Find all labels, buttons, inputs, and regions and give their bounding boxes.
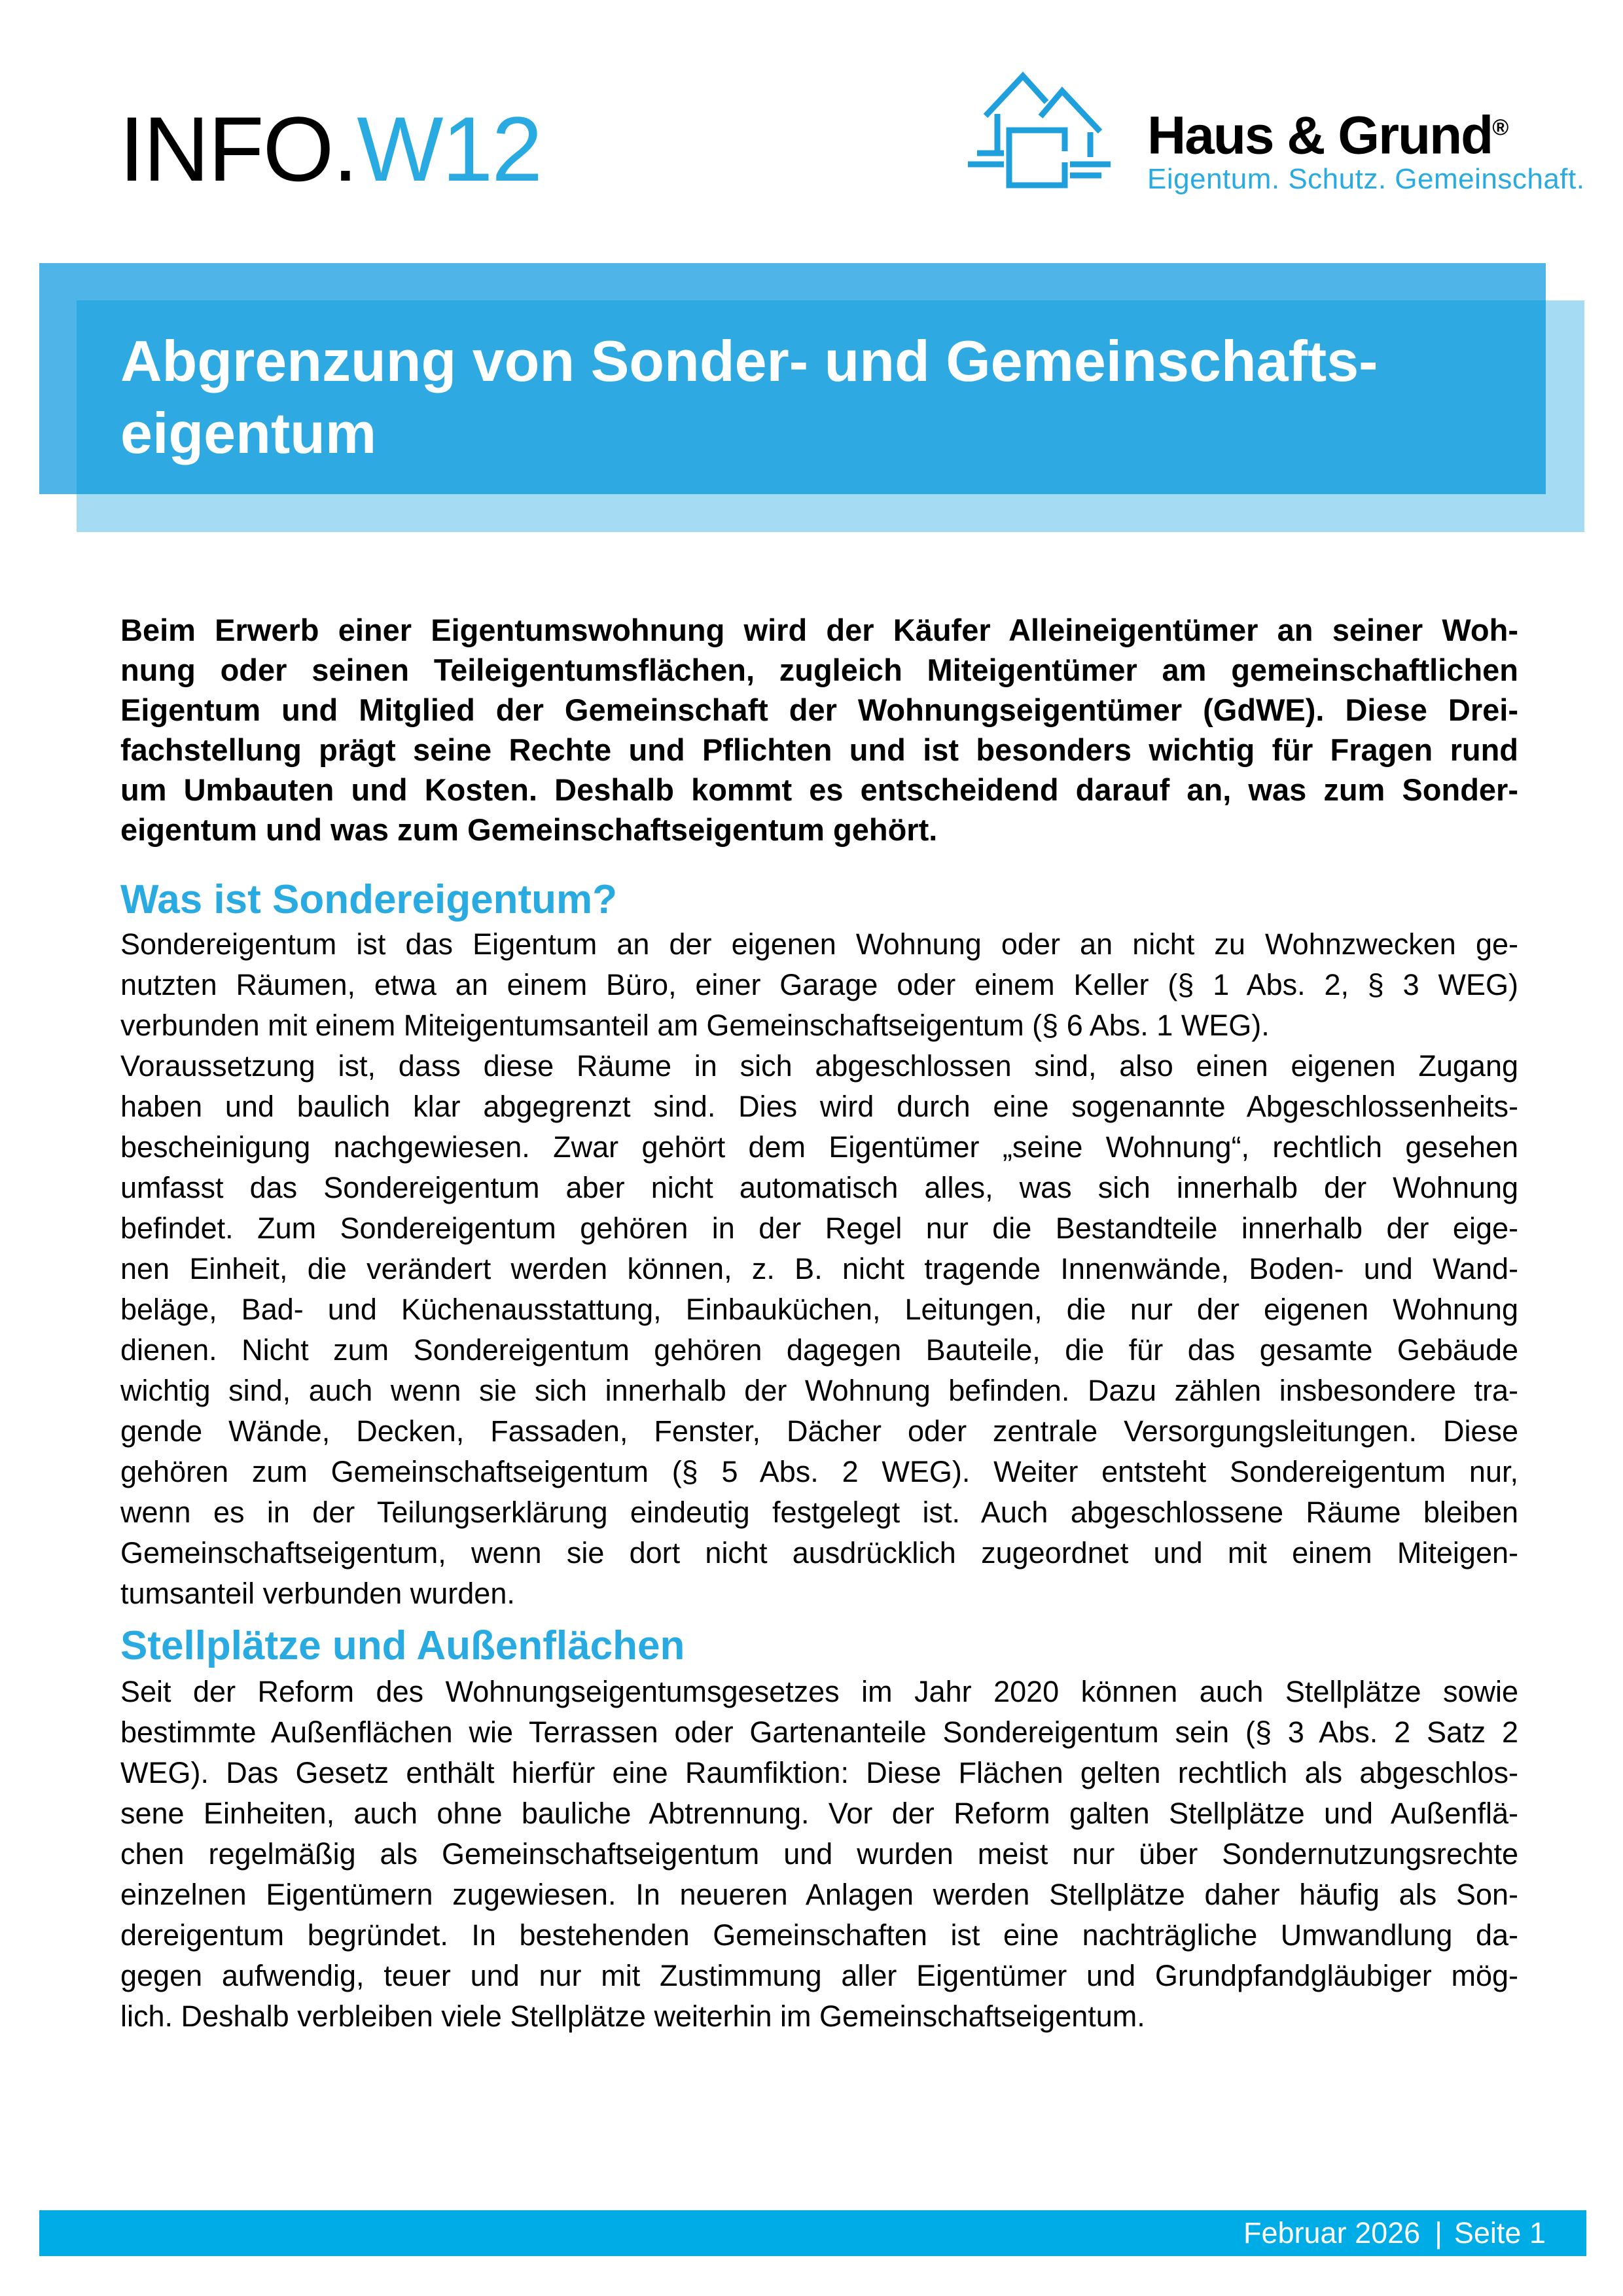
wordmark-code: W12 xyxy=(357,98,542,200)
info-sheet-wordmark xyxy=(119,98,542,200)
text-line: Beim Erwerb einer Eigentumswohnung wird der Käufer Alleineigentümer an seiner Woh- xyxy=(120,613,1518,647)
logo-name-text: Haus & Grund xyxy=(1147,105,1493,166)
section1-paragraph2 xyxy=(120,1046,1518,1614)
text-line: tumsanteil verbunden wurden. xyxy=(120,1577,515,1610)
text-line: gegen aufwendig, teuer und nur mit Zustimmung aller Eigentümer und Grundpfandgläubiger mög- xyxy=(120,1959,1518,1992)
text-line: bestimmte Außenflächen wie Terrassen oder Gartenanteile Sondereigentum sein (§ 3 Abs. 2 Satz 2 xyxy=(120,1715,1518,1749)
footer-date: Februar 2026 xyxy=(1243,2216,1421,2250)
text-line: gehören zum Gemeinschaftseigentum (§ 5 Abs. 2 WEG). Weiter entsteht Sondereigentum nur, xyxy=(120,1455,1518,1488)
section-heading-stellplaetze: Stellplätze und Außenflächen xyxy=(120,1623,685,1668)
text-line: Sondereigentum ist das Eigentum an der eigenen Wohnung oder an nicht zu Wohnzwecken ge- xyxy=(120,927,1518,961)
text-line: umfasst das Sondereigentum aber nicht automatisch alles, was sich innerhalb der Wohnung xyxy=(120,1171,1518,1204)
logo-tagline: Eigentum. Schutz. Gemeinschaft. xyxy=(1147,163,1585,195)
house-icon xyxy=(957,68,1120,199)
text-line: fachstellung prägt seine Rechte und Pflichten und ist besonders wichtig für Fragen rund xyxy=(120,732,1518,767)
text-line: dienen. Nicht zum Sondereigentum gehören dagegen Bauteile, die für das gesamte Gebäude xyxy=(120,1333,1518,1367)
text-line: Seit der Reform des Wohnungseigentumsgesetzes im Jahr 2020 können auch Stellplätze sowie xyxy=(120,1675,1518,1708)
text-line: Gemeinschaftseigentum, wenn sie dort nicht ausdrücklich zugeordnet und mit einem Miteigen- xyxy=(120,1536,1518,1570)
text-line: haben und baulich klar abgegrenzt sind. Dies wird durch eine sogenannte Abgeschlossenheits- xyxy=(120,1090,1518,1123)
section2-paragraph1 xyxy=(120,1672,1518,2037)
text-line: beläge, Bad- und Küchenausstattung, Einbauküchen, Leitungen, die nur der eigenen Wohnung xyxy=(120,1293,1518,1326)
text-line: einzelnen Eigentümern zugewiesen. In neueren Anlagen werden Stellplätze daher häufig als Son- xyxy=(120,1878,1518,1911)
text-line: befindet. Zum Sondereigentum gehören in der Regel nur die Bestandteile innerhalb der eige- xyxy=(120,1211,1518,1245)
text-line: nen Einheit, die verändert werden können, z. B. nicht tragende Innenwände, Boden- und Wand- xyxy=(120,1252,1518,1285)
text-line: Eigentum und Mitglied der Gemeinschaft der Wohnungseigentümer (GdWE). Diese Drei- xyxy=(120,692,1518,727)
logo-name xyxy=(1147,99,1507,164)
text-line: sene Einheiten, auch ohne bauliche Abtrennung. Vor der Reform galten Stellplätze und Außenflä- xyxy=(120,1797,1518,1830)
text-line: chen regelmäßig als Gemeinschaftseigentum und wurden meist nur über Sondernutzungsrechte xyxy=(120,1837,1518,1871)
text-line: eigentum und was zum Gemeinschaftseigentum gehört. xyxy=(120,812,938,847)
text-line: dereigentum begründet. In bestehenden Gemeinschaften ist eine nachträgliche Umwandlung da- xyxy=(120,1918,1518,1952)
text-line: nung oder seinen Teileigentumsflächen, zugleich Miteigentümer am gemeinschaftlichen xyxy=(120,653,1518,687)
text-line: gende Wände, Decken, Fassaden, Fenster, Dächer oder zentrale Versorgungsleitungen. Diese xyxy=(120,1414,1518,1448)
text-line: bescheinigung nachgewiesen. Zwar gehört dem Eigentümer „seine Wohnung“, rechtlich gesehen xyxy=(120,1130,1518,1164)
text-line: wenn es in der Teilungserklärung eindeutig festgelegt ist. Auch abgeschlossene Räume bleiben xyxy=(120,1496,1518,1529)
wordmark-prefix: INFO. xyxy=(119,98,357,200)
section1-paragraph1 xyxy=(120,924,1518,1046)
text-line: um Umbauten und Kosten. Deshalb kommt es entscheidend darauf an, was zum Sonder- xyxy=(120,772,1518,807)
text-line: Voraussetzung ist, dass diese Räume in sich abgeschlossen sind, also einen eigenen Zugang xyxy=(120,1049,1518,1083)
footer-page-number: Seite 1 xyxy=(1454,2216,1546,2250)
text-line: verbunden mit einem Miteigentumsanteil am Gemeinschaftseigentum (§ 6 Abs. 1 WEG). xyxy=(120,1009,1270,1042)
text-line: lich. Deshalb verbleiben viele Stellplätze weiterhin im Gemeinschaftseigentum. xyxy=(120,2000,1145,2033)
footer-separator: | xyxy=(1435,2216,1442,2250)
text-line: WEG). Das Gesetz enthält hierfür eine Raumfiktion: Diese Flächen gelten rechtlich als abgeschlos- xyxy=(120,1756,1518,1789)
text-line: wichtig sind, auch wenn sie sich innerhalb der Wohnung befinden. Dazu zählen insbesondere tra- xyxy=(120,1374,1518,1407)
page-title-line1: Abgrenzung von Sonder- und Gemeinschafts- xyxy=(120,329,1378,393)
intro-paragraph xyxy=(120,610,1518,850)
footer-bar xyxy=(39,2210,1586,2256)
page-title-line2: eigentum xyxy=(120,401,377,465)
text-line: nutzten Räumen, etwa an einem Büro, einer Garage oder einem Keller (§ 1 Abs. 2, § 3 WEG) xyxy=(120,968,1518,1001)
registered-mark: ® xyxy=(1492,115,1508,140)
page-title xyxy=(120,325,1495,469)
section-heading-sondereigentum: Was ist Sondereigentum? xyxy=(120,877,618,922)
